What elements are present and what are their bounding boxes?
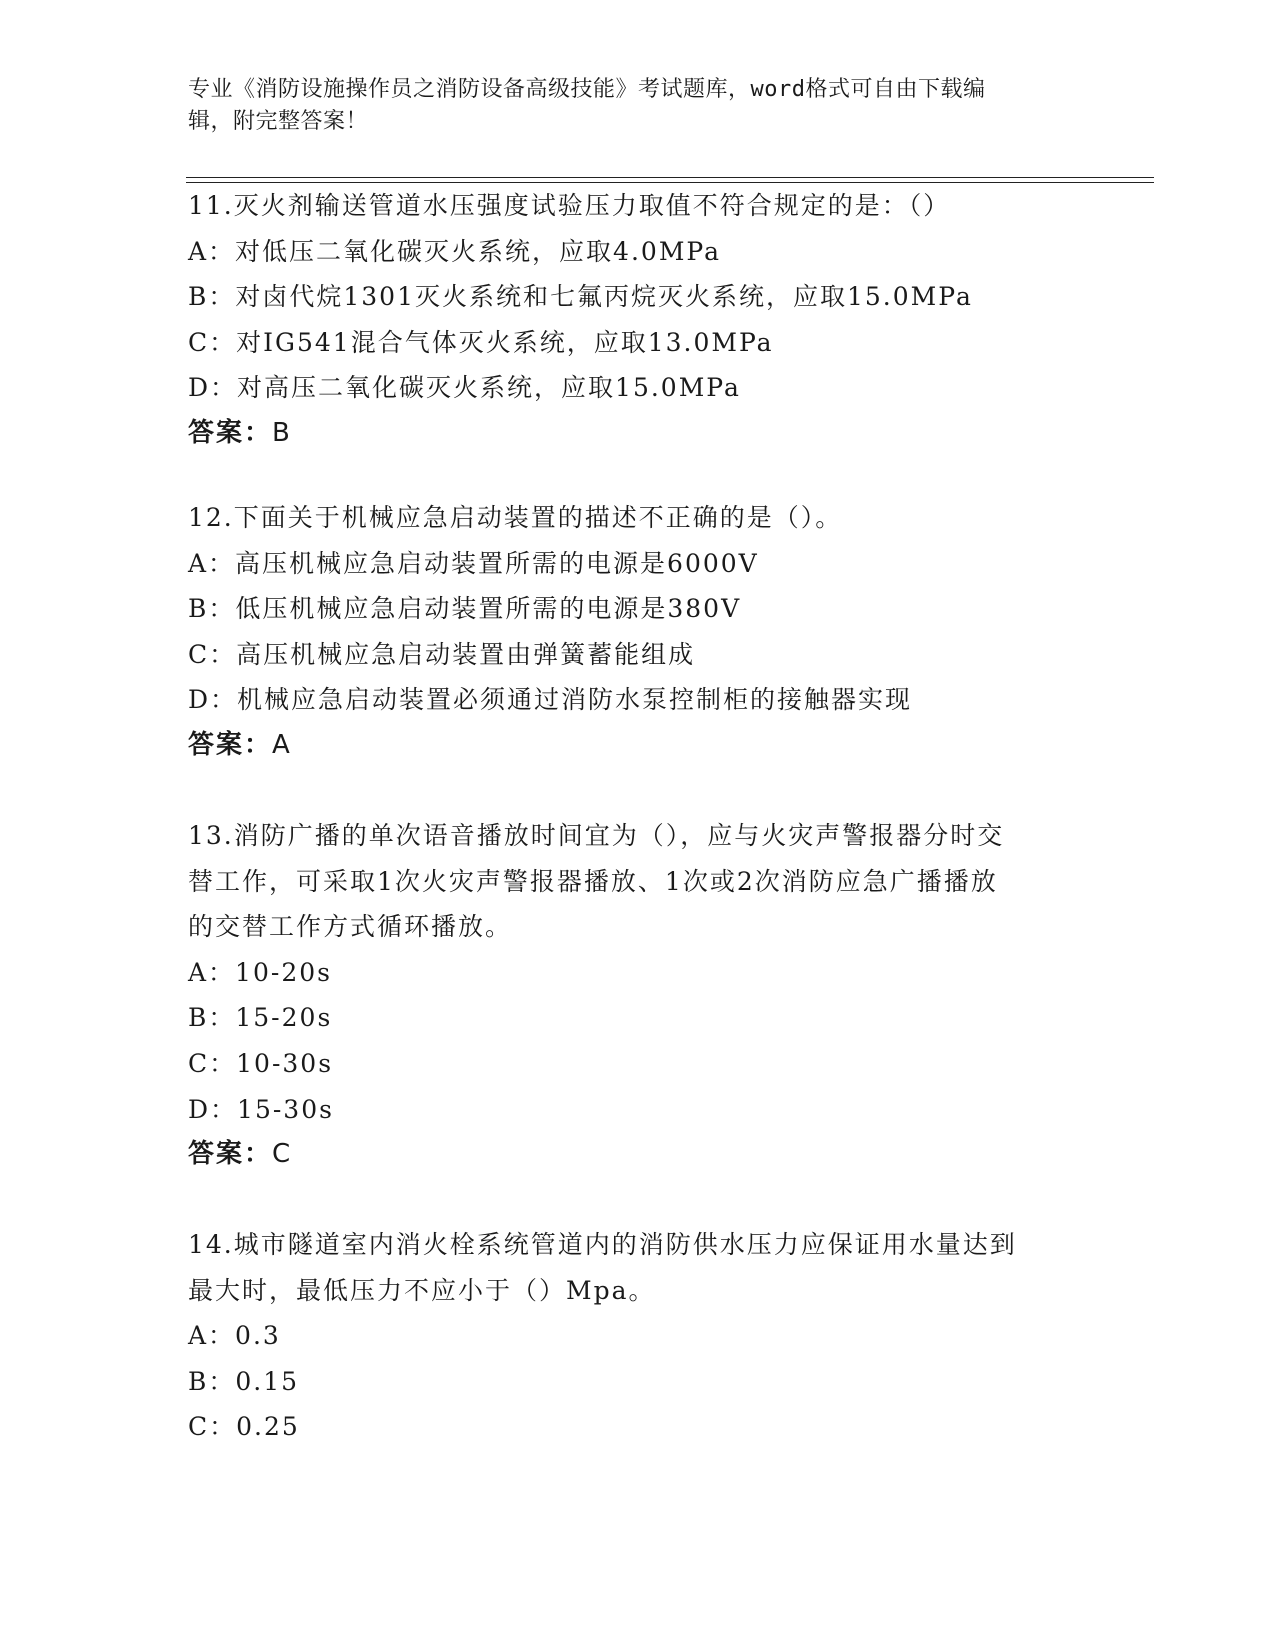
question-stem-line-1: 13.消防广播的单次语音播放时间宜为（），应与火灾声警报器分时交 <box>188 821 1005 850</box>
question-stem-line-2: 最大时，最低压力不应小于（）Mpa。 <box>188 1275 656 1305</box>
option-a: A：0.3 <box>188 1321 281 1351</box>
question-stem-line-2: 替工作，可采取1次火灾声警报器播放、1次或2次消防应急广播播放 <box>188 866 998 896</box>
option-c: C：0.25 <box>188 1412 300 1442</box>
header-line-1: 专业《消防设施操作员之消防设备高级技能》考试题库，word格式可自由下载编 <box>188 77 986 102</box>
option-d: D：15-30s <box>188 1094 334 1124</box>
option-b: B：低压机械应急启动装置所需的电源是380V <box>188 594 742 624</box>
answer-value: B <box>272 417 292 448</box>
question-11 <box>188 183 1088 457</box>
option-a: A：10-20s <box>188 957 332 987</box>
option-b: B：0.15 <box>188 1366 300 1396</box>
question-stem: 11.灭火剂输送管道水压强度试验压力取值不符合规定的是：（） <box>188 191 951 220</box>
answer-label: 答案： <box>188 729 273 760</box>
option-b: B：15-20s <box>188 1003 333 1033</box>
answer-label: 答案： <box>188 1139 273 1170</box>
question-12 <box>188 495 1088 769</box>
option-c: C：10-30s <box>188 1048 334 1078</box>
option-c: C：高压机械应急启动装置由弹簧蓄能组成 <box>188 639 696 669</box>
answer-label: 答案： <box>188 417 273 448</box>
document-header <box>188 74 1088 138</box>
option-d: D：对高压二氧化碳灭火系统，应取15.0MPa <box>188 373 741 403</box>
answer-line <box>188 1132 1088 1178</box>
answer-line <box>188 723 1088 769</box>
answer-line <box>188 411 1088 457</box>
option-a: A：高压机械应急启动装置所需的电源是6000V <box>188 548 759 578</box>
question-stem-line-3: 的交替工作方式循环播放。 <box>188 912 513 942</box>
question-14 <box>188 1222 1088 1450</box>
question-13 <box>188 813 1088 1178</box>
option-a: A：对低压二氧化碳灭火系统，应取4.0MPa <box>188 236 722 266</box>
answer-value: C <box>272 1139 293 1170</box>
answer-value: A <box>272 729 292 760</box>
option-d: D：机械应急启动装置必须通过消防水泵控制柜的接触器实现 <box>188 685 913 715</box>
option-c: C：对IG541混合气体灭火系统，应取13.0MPa <box>188 327 774 357</box>
header-line-2: 辑，附完整答案！ <box>188 109 369 134</box>
question-stem-line-1: 14.城市隧道室内消火栓系统管道内的消防供水压力应保证用水量达到 <box>188 1230 1017 1259</box>
question-stem: 12.下面关于机械应急启动装置的描述不正确的是（）。 <box>188 503 843 532</box>
option-b: B：对卤代烷1301灭火系统和七氟丙烷灭火系统，应取15.0MPa <box>188 282 973 312</box>
header-divider-top <box>186 177 1154 178</box>
